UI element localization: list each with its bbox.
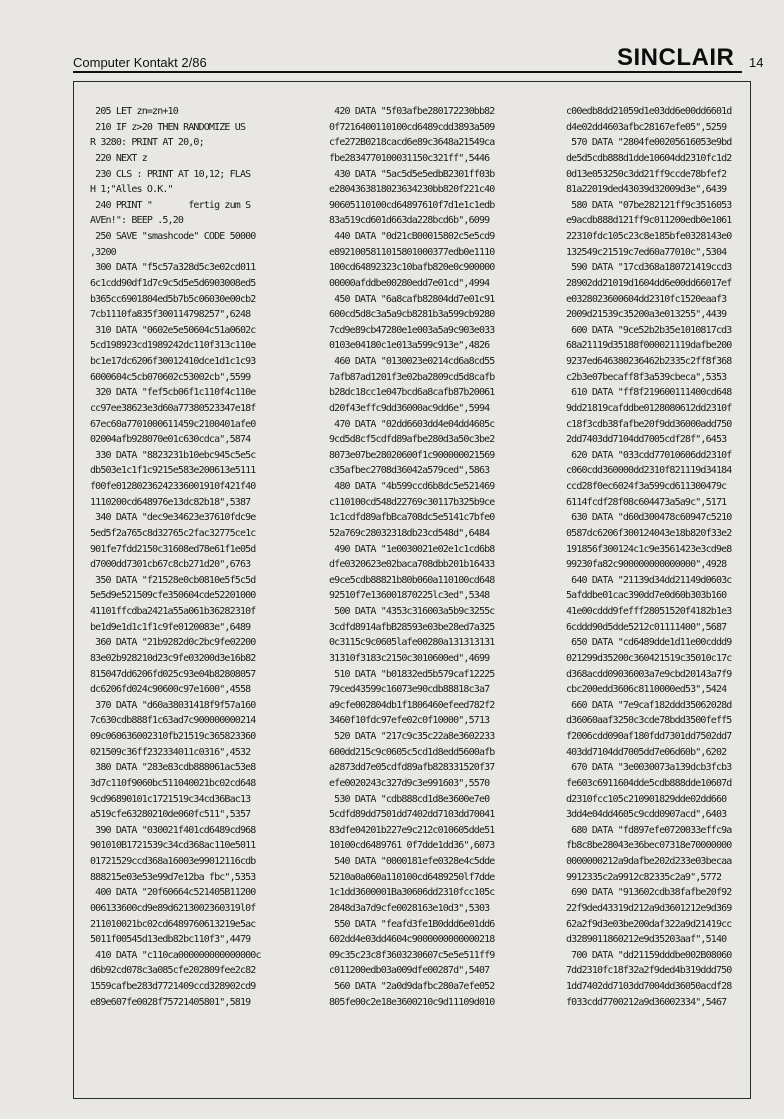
listing-line: 6cddd90d5dde5212c01111400",5687 <box>566 621 727 633</box>
listing-line: 410 DATA "c110ca000000000000000c <box>90 949 261 961</box>
listing-line: 2dd7403dd7104dd7005cdf28f",6453 <box>566 434 727 446</box>
listing-line: fbe2834770100031150c321ff",5446 <box>329 152 490 164</box>
listing-line: 460 DATA "0130023e0214cd6a8cd55 <box>329 356 495 367</box>
listing-line: 5afddbe01cac390dd7e0d60b303b160 <box>566 590 727 602</box>
listing-line: 5210a0a060a110100cd6489250lf7dde <box>329 871 495 883</box>
listing-line: 580 DATA "07be282121ff9c3516053 <box>566 199 732 211</box>
listing-line: db503e1c1f1c9215e583e200613e5111 <box>90 465 256 477</box>
listing-line: dfe0320623e02baca708dbb201b16433 <box>329 559 495 571</box>
listing-line: 006133600cd9e89d6213002360319l0f <box>90 902 256 914</box>
listing-line: 67ec60a7701000611459c2100401afe0 <box>90 418 256 430</box>
listing-line: 403dd7104dd7005dd7e06d60b",6202 <box>566 746 727 758</box>
listing-line: 9912335c2a9912c82335c2a9",5772 <box>566 871 722 883</box>
listing-line: 7cd9e89cb47280e1e003a5a9c903e033 <box>329 324 495 336</box>
listing-line: a519cfe63280210de060fc511",5357 <box>90 809 251 821</box>
listing-line: 41e00cddd9fefff28051520f4182b1e3 <box>566 606 732 617</box>
listing-line: 5e5d9e521509cfe350604cde52201000 <box>90 590 256 602</box>
listing-line: f033cdd7700212a9d36002334",5467 <box>566 996 727 1008</box>
listing-line: 02004afb928070e01c630cdca",5874 <box>90 434 251 446</box>
listing-line: 3d7c110f9060bc511040021bc02cd648 <box>90 777 256 789</box>
listing-line: e0328023600604dd2310fc1520eaaf3 <box>566 293 727 305</box>
section-title: SINCLAIR <box>617 44 735 71</box>
listing-line: 888215e03e53e99d7e12ba fbc",5353 <box>90 871 256 883</box>
listing-line: c060cdd360000dd2310f821119d34184 <box>566 465 732 477</box>
listing-line: 815047dd6206fd025c93e04b82808057 <box>90 668 256 680</box>
listing-line: e2804363818023634230bb820f221c40 <box>329 184 495 196</box>
listing-line: 7c630cdb888f1c63ad7c900000000214 <box>90 715 256 727</box>
listing-line: 700 DATA "dd21159dddbe002B08060 <box>566 949 732 961</box>
listing-line: 90605110100cd64897610f7d1e1c1edb <box>329 199 495 211</box>
listing-line: 240 PRINT " fertig zum S <box>90 199 251 211</box>
listing-line: 79ced43599c16073e90cdb88818c3a7 <box>329 684 490 696</box>
listing-line: d3289011860212e9d35203aaf",5140 <box>566 934 727 946</box>
listing-line: 550 DATA "feafd3fe1B0ddd6e01dd6 <box>329 918 495 930</box>
listing-line: cbc200edd3606c8110000ed53",5424 <box>566 684 727 696</box>
listing-line: d7000dd7301cb67c8cb271d20",6763 <box>90 559 251 571</box>
listing-line: 530 DATA "cdb888cd1d8e3600e7e0 <box>329 793 490 805</box>
listing-line: 370 DATA "d60a38031418f9f57a160 <box>90 699 256 711</box>
listing-line: 610 DATA "ff8f219600111400cd648 <box>566 387 732 399</box>
listing-line: 600cd5d8c3a5a9cb8281b3a599cb9280 <box>329 309 495 321</box>
listing-line: f00fe01280236242336001910f421f40 <box>90 481 256 492</box>
listing-line: 7afb87ad1201f3e02ba2809cd5d8cafb <box>329 371 495 383</box>
listing-line: 400 DATA "20f60664c521405B11200 <box>90 887 256 899</box>
listing-line: fb8c8be28043e36bec07318e70000000 <box>566 840 732 852</box>
listing-line: 68a21119d35188f000021119dafbe200 <box>566 340 732 352</box>
listing-line: 28902dd21019d1604dd6e00dd66017ef <box>566 277 732 289</box>
listing-line: 021509c36ff232334011c0316",4532 <box>90 746 251 758</box>
listing-line: a2873dd7e05cdfd89afb828331520f37 <box>329 762 495 774</box>
listing-line: 360 DATA "21b9282d0c2bc9fe02200 <box>90 637 256 649</box>
listing-line: d6b92cd078c3a085cfe202809fee2c82 <box>90 965 256 977</box>
listing-line: 1c1dd3600001Ba30606dd2310fcc105c <box>329 887 495 899</box>
listing-line: 5cdfd89dd7501dd7402dd7103dd70041 <box>329 809 495 821</box>
listing-line: 09c060636002310fb21519c365823360 <box>90 731 256 742</box>
listing-line: 83a519cd601d663da228bcd6b",6099 <box>329 215 490 227</box>
listing-line: 2009d21539c35200a3e013255",4439 <box>566 309 727 321</box>
listing-line: 99230fa82c900000000000000",4928 <box>566 559 727 571</box>
listing-line: c00edb8dd21059d1e03dd6e00dd6601d <box>566 106 732 117</box>
listing-line: 901fe7fdd2150c31608ed78e61f1e05d <box>90 543 256 555</box>
listing-line: 9cd96890101c1721519c34cd36Bac13 <box>90 793 251 805</box>
listing-line: 83e02b928210d23c9fe03200d3e16b82 <box>90 652 256 664</box>
listing-line: 0f7216400110100cd6489cdd3893a509 <box>329 121 495 133</box>
listing-line: 310 DATA "0602e5e50604c51a0602c <box>90 324 256 336</box>
listing-line: 0000000212a9dafbe202d233e03becaa <box>566 856 732 867</box>
listing-line: 480 DATA "4b599ccd6b8dc5e521469 <box>329 481 495 492</box>
listing-line: 230 CLS : PRINT AT 10,12; FLAS <box>90 168 251 180</box>
listing-line: be1d9e1d1c1f1c9fe0120083e",6489 <box>90 621 251 633</box>
listing-line: 510 DATA "b01832ed5b579caf12225 <box>329 668 495 680</box>
listing-line: 602dd4e03dd4604c9000000000000218 <box>329 934 495 946</box>
listing-line: 81a22019ded43039d32009d3e",6439 <box>566 184 727 196</box>
listing-column-1 <box>90 104 298 1010</box>
listing-line: 590 DATA "17cd368a180721419ccd3 <box>566 262 732 274</box>
listing-line: 31310f3183c2150c3010600ed",4699 <box>329 652 490 664</box>
listing-column-2 <box>329 104 537 1010</box>
listing-line: 805fe00c2e18e3600210c9d11109d010 <box>329 996 495 1008</box>
listing-line: 690 DATA "913602cdb38fafbe20f92 <box>566 887 732 899</box>
listing-line: 630 DATA "d60d300478c60947c5210 <box>566 512 732 524</box>
listing-line: c011200edb03a009dfe00287d",5407 <box>329 965 490 977</box>
listing-line: c2b3e07becaff8f3a539cbeca",5353 <box>566 371 727 383</box>
listing-line: dc6206fd024c90600c97e1600",4558 <box>90 684 251 696</box>
listing-line: 6c1cdd90df1d7c9c5d5e5d6903008ed5 <box>90 277 256 289</box>
listing-line: 6114fcdf28f08c604473a5a9c",5171 <box>566 496 727 508</box>
listing-line: 1559cafbe283d7721409ccd328902cd9 <box>90 981 256 992</box>
listing-line: d368acdd09036003a7e9cbd20143a7f9 <box>566 668 732 680</box>
listing-line: 440 DATA "0d21cB00015802c5e5cd9 <box>329 231 495 242</box>
listing-line: 3cdfd8914afbB28593e03be28ed7a325 <box>329 621 495 633</box>
listing-line: 5011f00545d13edb82bc110f3",4479 <box>90 934 251 946</box>
listing-line: e89e607fe0028f75721405801",5819 <box>90 996 251 1008</box>
listing-line: e9ce5cdb88821b80b060a110100cd648 <box>329 574 495 586</box>
listing-line: 1dd7402dd7103dd7004dd36050acdf28 <box>566 981 732 992</box>
listing-line: 5ed5f2a765c8d32765c2fac32775ce1c <box>90 527 256 539</box>
listing-line: fe603c6911604dde5cdb888dde10607d <box>566 777 732 789</box>
listing-line: bc1e17dc6206f30012410dce1d1c1c93 <box>90 356 256 367</box>
listing-line: 430 DATA "5ac5d5e5edbB2301ff03b <box>329 168 495 180</box>
listing-line: cfe272B0218cacd6e89c3648a21549ca <box>329 137 495 149</box>
listing-line: 490 DATA "1e0030021e02e1c1cd6b8 <box>329 543 495 555</box>
listing-line: 1c1cdfd89afbBca708dc5e5141c7bfe0 <box>329 512 495 524</box>
listing-line: 220 NEXT z <box>90 152 147 164</box>
listing-line: 340 DATA "dec9e34623e37610fdc9e <box>90 512 256 524</box>
listing-line: 7dd2310fc18f32a2f9ded4b319ddd750 <box>566 965 732 977</box>
page-number: 14 <box>749 55 764 70</box>
listing-line: 420 DATA "5f03afbe280172230bb82 <box>329 106 495 117</box>
listing-line: 620 DATA "033cdd77010606dd2310f <box>566 449 732 461</box>
listing-line: 901010B1721539c34cd368ac110e5011 <box>90 840 256 852</box>
listing-line: 500 DATA "4353c316003a5b9c3255c <box>329 606 495 617</box>
listing-line: 0d13e053250c3dd21ff9ccde78bfef2 <box>566 168 727 180</box>
listing-line: b365cc6901804ed5b7b5c06030e00cb2 <box>90 293 256 305</box>
listing-line: 01721529ccd368a16003e99012116cdb <box>90 856 256 867</box>
listing-line: 00000afddbe00280edd7e01cd",4994 <box>329 277 490 289</box>
listing-line: H 1;"Alles O.K." <box>90 184 173 196</box>
listing-line: 22310fdc105c23c8e185bfe0328143e0 <box>566 231 732 242</box>
listing-line: efe0020243c327d9c3e991603",5570 <box>329 777 490 789</box>
listing-line: 191856f300124c1c9e3561423e3cd9e8 <box>566 543 732 555</box>
listing-line: 09c35c23c8f3603230607c5e5e511ff9 <box>329 949 495 961</box>
listing-line: 100cd64892323c10bafb820e0c900000 <box>329 262 495 274</box>
listing-line: 640 DATA "21139d34dd21149d0603c <box>566 574 732 586</box>
listing-line: 560 DATA "2a0d9dafbc280a7efe052 <box>329 981 495 992</box>
listing-line: e9acdb888d121ff9c011200edb0e1061 <box>566 215 732 227</box>
listing-line: 92510f7e136001870225lc3ed",5348 <box>329 590 490 602</box>
listing-line: 600 DATA "9ce52b2b35e1010817cd3 <box>566 324 732 336</box>
listing-line: 320 DATA "fef5cb06f1c110f4c110e <box>90 387 256 399</box>
listing-line: 2848d3a7d9cfe0028163e10d3",5303 <box>329 902 490 914</box>
listing-line: 52a769c28032318db23cd548d",6484 <box>329 527 490 539</box>
listing-line: de5d5cdb888d1dde10604dd2310fc1d2 <box>566 152 732 164</box>
listing-line: 021299d35200c360421519c35010c17c <box>566 652 732 664</box>
listing-line: AVEn!": BEEP .5,20 <box>90 215 184 227</box>
listing-line: c110100cd548d22769c30117b325b9ce <box>329 496 495 508</box>
listing-line: d36060aaf3250c3cde78bdd3500feff5 <box>566 715 732 727</box>
listing-line: 5cd198923cd1989242dc110f313c110e <box>90 340 256 352</box>
listing-line: 540 DATA "0000181efe0328e4c5dde <box>329 856 495 867</box>
listing-line: 0103e04180c1e013a599c913e",4826 <box>329 340 490 352</box>
listing-line: 300 DATA "f5c57a328d5c3e02cd011 <box>90 262 256 274</box>
listing-line: 380 DATA "283e83cdb888061ac53e8 <box>90 762 256 774</box>
listing-line: 250 SAVE "smashcode" CODE 50000 <box>90 231 256 242</box>
listing-line: 650 DATA "cd6489dde1d11e00cddd9 <box>566 637 732 649</box>
listing-line: 390 DATA "030021f401cd6489cd968 <box>90 824 256 836</box>
listing-line: 330 DATA "8823231b10ebc945c5e5c <box>90 449 256 461</box>
listing-column-3 <box>566 104 774 1010</box>
listing-line: 600dd215c9c0605c5cd1d8edd5600afb <box>329 746 495 758</box>
listing-line: b28dc18cc1e047bcd6a8cafb87b20061 <box>329 387 495 399</box>
listing-line: 670 DATA "3e0030073a139dcb3fcb3 <box>566 762 732 774</box>
listing-line: a9cfe002804db1f1806460efeed782f2 <box>329 699 495 711</box>
listing-line: 520 DATA "217c9c35c22a8e3602233 <box>329 731 495 742</box>
listing-line: 62a2f9d3e03be200daf322a9d21419cc <box>566 918 732 930</box>
listing-line: d2310fcc105c210901829dde02dd660 <box>566 793 727 805</box>
listing-line: 7cb1110fa835f300114798257",6248 <box>90 309 251 321</box>
listing-line: R 3280: PRINT AT 20,0; <box>90 137 204 149</box>
listing-line: 132549c21519c7ed60a77010c",5304 <box>566 246 727 258</box>
listing-line: 1110200cd648976e13dc82b18",5387 <box>90 496 251 508</box>
listing-line: 205 LET zn=zn+10 <box>90 106 178 117</box>
listing-line: e8921005811015801000377edb0e1110 <box>329 246 495 258</box>
listing-line: d20f43effc9dd36000ac9dd6e",5994 <box>329 402 490 414</box>
listing-line: cc97ee38623e3d60a77380523347e18f <box>90 402 256 414</box>
listing-line: 9237ed646380236462b2335c2ff8f368 <box>566 356 732 367</box>
listing-line: 211010021bc02cd6489760613219e5ac <box>90 918 256 930</box>
listing-line: 350 DATA "f21528e0cb0810e5f5c5d <box>90 574 256 586</box>
listing-line: 210 IF z>20 THEN RANDOMIZE US <box>90 121 246 133</box>
listing-line: 22f9ded43319d212a9d3601212e9d369 <box>566 902 732 914</box>
listing-line: 3dd4e04dd4605c9cdd0907acd",6403 <box>566 809 727 821</box>
listing-line: 83dfe04201b227e9c212c010605dde51 <box>329 824 495 836</box>
listing-line: 660 DATA "7e9caf182ddd35062028d <box>566 699 732 711</box>
listing-line: d4e02dd4603afbc28167efe05",5259 <box>566 121 727 133</box>
listing-line: ,3200 <box>90 246 116 258</box>
magazine-title: Computer Kontakt 2/86 <box>73 55 207 70</box>
listing-line: 10100cd6489761 0f7dde1dd36",6073 <box>329 840 495 852</box>
listing-line: 8073e07be28020600f1c900000021569 <box>329 449 495 461</box>
listing-line: 0587dc6206f300124043e18b820f33e2 <box>566 527 732 539</box>
listing-line: 3460f10fdc97efe02c0f10000",5713 <box>329 715 490 727</box>
header-rule <box>73 71 742 73</box>
listing-line: 6000604c5cb070602c53002cb",5599 <box>90 371 251 383</box>
listing-line: 9cd5d8cf5cdfd89afbe280d3a50c3be2 <box>329 434 495 446</box>
listing-line: 41101ffcdba2421a55a061b36282310f <box>90 606 256 617</box>
listing-line: ccd28f0ec6024f3a599cd611300479c <box>566 481 727 492</box>
listing-line: 450 DATA "6a8cafb82804dd7e01c91 <box>329 293 495 305</box>
listing-line: 0c3115c9c0605lafe00280a131313131 <box>329 637 495 649</box>
listing-line: f2006cdd090af180fdd7301dd7502dd7 <box>566 731 732 742</box>
listing-line: c18f3cdb38fafbe20f9dd36000add750 <box>566 418 732 430</box>
listing-line: 9dd21819cafddbe0128080612dd2310f <box>566 402 732 414</box>
listing-line: 470 DATA "02dd6603dd4e04dd4605c <box>329 418 495 430</box>
listing-line: c35afbec2708d36042a579ced",5863 <box>329 465 490 477</box>
listing-line: 570 DATA "2804fe00205616053e9bd <box>566 137 732 149</box>
listing-line: 680 DATA "fd897efe0720033effc9a <box>566 824 732 836</box>
